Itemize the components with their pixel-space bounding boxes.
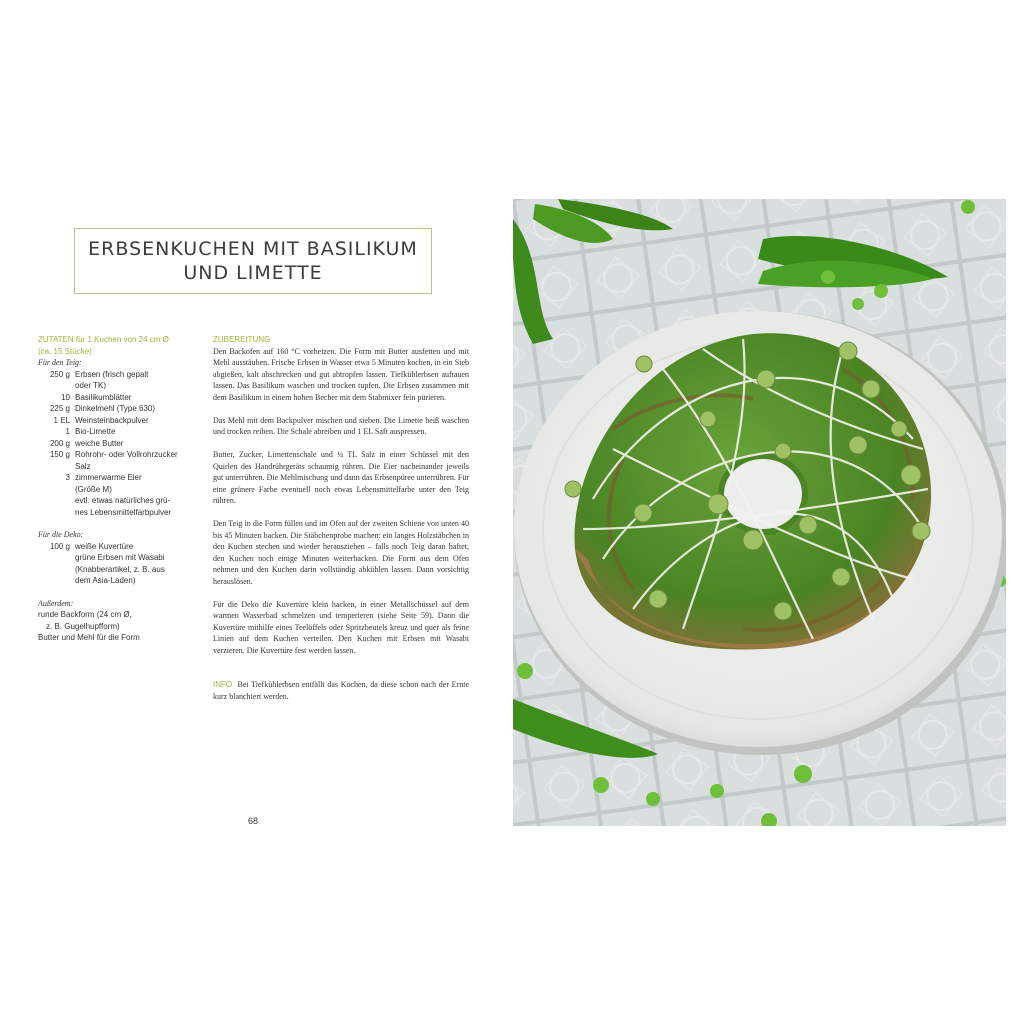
preparation-paragraph: Den Backofen auf 160 °C vorheizen. Die Form mit Butter ausfetten und mit Mehl ausstäuben. Frische Erbsen in Wasser etwa 5 Minuten kochen, in ein Sieb abgießen, kalt abschrecken und gut abtropfen lassen. Tiefkühlerbsen auftauen lassen. Das Basilikum waschen und trocken tupfen. Die Erbsen zusammen mit dem Basilikum in einem hohen Becher mit dem Stabmixer fein pürieren. bbox=[213, 346, 469, 402]
preparation-heading: ZUBEREITUNG bbox=[213, 335, 271, 344]
ingredient-row bbox=[38, 380, 206, 392]
ingredient-quantity bbox=[38, 461, 75, 473]
ingredients-column bbox=[38, 334, 206, 644]
ingredient-row bbox=[38, 552, 206, 564]
ingredient-row bbox=[38, 461, 206, 473]
ingredient-row bbox=[38, 575, 206, 587]
ingredient-row bbox=[38, 564, 206, 576]
ingredients-heading: ZUTATEN für 1 Kuchen von 24 cm Ø bbox=[38, 335, 169, 344]
ingredient-text: Salz bbox=[75, 461, 91, 471]
ingredient-text: Dinkelmehl (Type 630) bbox=[75, 404, 156, 413]
extra-item: Butter und Mehl für die Form bbox=[38, 633, 140, 642]
ingredient-quantity bbox=[38, 484, 75, 496]
recipe-title-line-1: ERBSENKUCHEN MIT BASILIKUM bbox=[88, 238, 418, 260]
dough-label: Für den Teig: bbox=[38, 358, 82, 367]
ingredient-row bbox=[38, 369, 206, 381]
extra-item: z. B. Gugelhupfform) bbox=[46, 621, 120, 631]
ingredient-row bbox=[38, 472, 206, 484]
deko-ingredient-list bbox=[38, 541, 206, 587]
ingredient-row bbox=[38, 495, 206, 507]
ingredient-text: dem Asia-Laden) bbox=[75, 576, 136, 585]
ingredient-text: Basilikumblätter bbox=[75, 392, 132, 402]
cake-photo-illustration bbox=[513, 199, 1006, 826]
ingredient-quantity: 1 bbox=[65, 427, 70, 436]
ingredient-text: (Knabberartikel, z. B. aus bbox=[75, 564, 165, 574]
ingredient-row bbox=[38, 403, 206, 415]
ingredient-quantity: 10 bbox=[61, 392, 70, 402]
ingredient-quantity bbox=[38, 564, 75, 576]
preparation-paragraph: Das Mehl mit dem Backpulver mischen und sieben. Die Limette heiß waschen und trocken reiben. Die Schale abreiben und 1 EL Saft auspressen. bbox=[213, 415, 469, 436]
ingredient-row bbox=[38, 426, 206, 438]
ingredient-quantity bbox=[38, 575, 75, 587]
ingredient-quantity: 250 g bbox=[49, 369, 70, 379]
info-label: INFO bbox=[213, 680, 233, 689]
page-number: 68 bbox=[248, 816, 259, 826]
extra-item: runde Backform (24 cm Ø, bbox=[38, 610, 132, 619]
ingredient-quantity bbox=[38, 380, 75, 392]
ingredient-text: (Größe M) bbox=[75, 484, 112, 494]
ingredient-quantity: 200 g bbox=[49, 438, 70, 448]
ingredient-text: Weinsteinbackpulver bbox=[75, 415, 149, 425]
ingredient-text: Erbsen (frisch gepalt bbox=[75, 369, 149, 379]
ingredient-text: zimmerwarme Eier bbox=[75, 473, 142, 482]
ingredient-quantity: 1 EL bbox=[53, 415, 70, 425]
ingredient-quantity bbox=[38, 495, 75, 507]
preparation-paragraph: Butter, Zucker, Limettenschale und ¼ TL Salz in einer Schüssel mit den Quirlen des Handrührgeräts schaumig rühren. Die Eier nacheinander jeweils gut unterrühren. Die Mehlmischung und dann das Erbsenpüree unterrühren. Für eine grünere Farbe eventuell noch etwas Lebensmittelfarbe unter den Teig rühren. bbox=[213, 450, 469, 505]
ingredient-row bbox=[38, 392, 206, 404]
ingredient-quantity: 3 bbox=[65, 473, 70, 482]
ingredient-quantity bbox=[38, 552, 75, 564]
ingredient-row bbox=[38, 507, 206, 519]
info-note bbox=[213, 679, 469, 702]
ingredient-row bbox=[38, 484, 206, 496]
ingredient-text: weiße Kuvertüre bbox=[75, 541, 134, 551]
dough-ingredient-list bbox=[38, 369, 206, 519]
extra-label: Außerdem: bbox=[38, 598, 74, 608]
ingredient-text: grüne Erbsen mit Wasabi bbox=[75, 553, 165, 562]
deko-label: Für die Deko: bbox=[38, 530, 84, 539]
preparation-paragraph: Für die Deko die Kuvertüre klein hacken, in einer Metallschüssel auf dem warmen Wasserbad schmelzen und temperieren (siehe Seite 59). Dann die Kuvertüre mithilfe eines Teelöffels oder Spritzbeutels kreuz und quer als feine Linien auf dem Kuchen verteilen. Den Kuchen mit Erbsen mit Wasabi verzieren. Die Kuvertüre fest werden lassen. bbox=[213, 599, 469, 655]
preparation-column bbox=[213, 334, 469, 714]
ingredient-text: oder TK) bbox=[75, 381, 106, 390]
ingredient-row bbox=[38, 415, 206, 427]
ingredient-quantity: 150 g bbox=[49, 450, 70, 459]
recipe-title-line-2: UND LIMETTE bbox=[183, 262, 323, 284]
ingredient-text: Rohrohr- oder Vollrohrzucker bbox=[75, 450, 178, 459]
ingredient-quantity: 100 g bbox=[49, 541, 70, 551]
recipe-title-box bbox=[74, 228, 432, 294]
ingredient-text: Bio-Limette bbox=[75, 427, 116, 436]
cake-photo bbox=[513, 199, 1006, 826]
ingredient-row bbox=[38, 541, 206, 553]
info-text: Bei Tiefkühlerbsen entfällt das Kochen, da diese schon nach der Ernte kurz blanchiert werden. bbox=[213, 680, 470, 701]
preparation-paragraph: Den Teig in die Form füllen und im Ofen auf der zweiten Schiene von unten 40 bis 45 Minuten backen. Die Stäbchenprobe machen: ein langes Holzstäbchen in den Kuchen stechen und wieder herausziehen – falls noch Teig daran haftet, den Kuchen noch einige Minuten weiterbacken. Die Form aus dem Ofen nehmen und den Kuchen darin vollständig abkühlen lassen. Dann vorsichtig herauslösen. bbox=[213, 519, 469, 586]
ingredient-text: nes Lebensmittelfarbpulver bbox=[75, 507, 172, 517]
ingredients-yield: (ca. 15 Stücke) bbox=[38, 346, 92, 356]
ingredient-text: evtl. etwas natürliches grü- bbox=[75, 496, 171, 505]
ingredient-text: weiche Butter bbox=[75, 438, 124, 448]
ingredient-row bbox=[38, 438, 206, 450]
ingredient-quantity: 225 g bbox=[49, 404, 70, 413]
ingredient-row bbox=[38, 449, 206, 461]
ingredient-quantity bbox=[38, 507, 75, 519]
